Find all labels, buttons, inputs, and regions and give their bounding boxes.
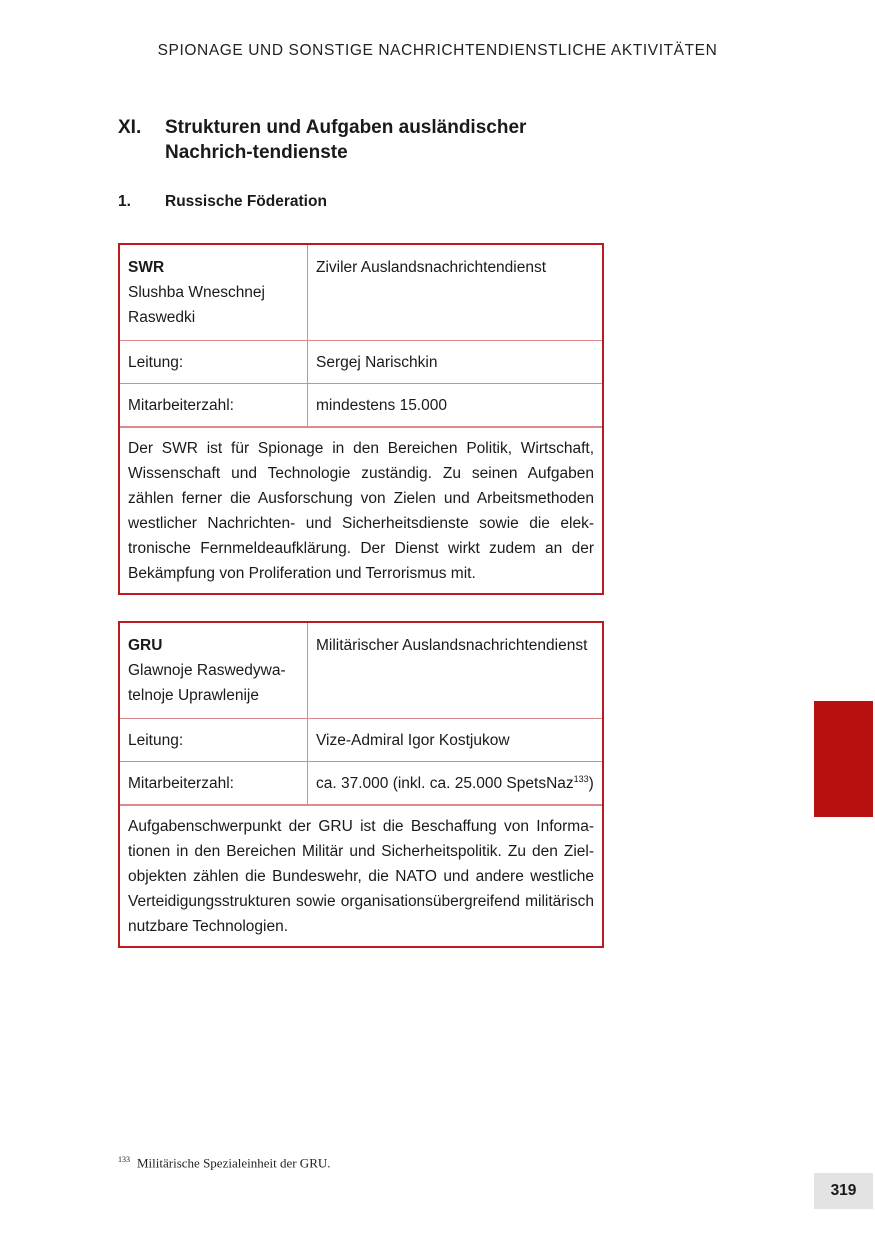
chapter-heading [118,115,608,165]
leitung-value: Sergej Narischkin [316,354,438,371]
leitung-label: Leitung: [120,719,308,761]
agency-abbreviation: SWR [128,259,165,276]
agency-header-row [120,623,602,719]
staff-value-suffix: ) [588,775,594,792]
agency-type: Militärischer Auslandsnachrichtendienst [316,637,588,654]
chapter-number: XI. [118,117,142,138]
section-number: 1. [118,193,131,210]
footnote-mark: 133 [118,1155,130,1164]
agency-abbreviation: GRU [128,637,163,654]
chapter-title: Strukturen und Aufgaben ausländischer Nachrich-tendienste [165,117,527,163]
agency-description: Der SWR ist für Spionage in den Bereichen Politik, Wirtschaft, Wissenschaft und Technologie zuständig. Zu seinen Aufgaben zählen ferner die Ausforschung von Zielen und Arbeitsmethoden westlicher Nachrichten- und Sicherheitsdienste sowie die elektronische Fernmeldeaufklärung. Der Dienst wirkt zudem an der Bekämpfung von Proliferation und Terrorismus mit. [120,427,602,593]
staff-value: mindestens 15.000 [316,397,447,414]
leitung-row [120,341,602,384]
chapter-side-tab [814,701,873,817]
agency-type: Ziviler Auslandsnachrichtendienst [316,259,547,276]
agency-full-name: Slushba Wneschnej Raswedki [128,284,265,326]
leitung-row [120,719,602,762]
running-head: SPIONAGE UND SONSTIGE NACHRICHTENDIENSTLICHE AKTIVITÄTEN [157,42,718,59]
page-number: 319 [814,1173,873,1209]
section-title: Russische Föderation [165,193,327,210]
agency-name-cell [120,245,308,340]
footnote [118,1155,331,1171]
agency-box-gru [118,621,604,948]
agency-name-cell [120,623,308,718]
staff-label: Mitarbeiterzahl: [120,384,308,426]
staff-row [120,762,602,805]
staff-row [120,384,602,427]
leitung-value: Vize-Admiral Igor Kostjukow [316,732,510,749]
leitung-label: Leitung: [120,341,308,383]
agency-description: Aufgabenschwerpunkt der GRU ist die Beschaffung von Informationen in den Bereichen Militär und Sicherheitspolitik. Zu den Zielobjekten zählen die Bundeswehr, die NATO und andere westliche Verteidigungsstrukturen sowie organisationsübergreifend militärisch nutzbare Technologien. [120,805,602,946]
staff-label: Mitarbeiterzahl: [120,762,308,804]
staff-value-cell [308,384,602,426]
agency-header-row [120,245,602,341]
staff-value-cell [308,762,602,804]
section-heading [118,193,327,211]
staff-value: ca. 37.000 (inkl. ca. 25.000 SpetsNaz [316,775,574,792]
footnote-reference[interactable]: 133 [573,773,589,784]
agency-full-name: Glawnoje Raswedywatelnoje Uprawlenije [128,662,286,704]
agency-box-swr [118,243,604,595]
footnote-text: Militärische Spezialeinheit der GRU. [137,1155,331,1171]
